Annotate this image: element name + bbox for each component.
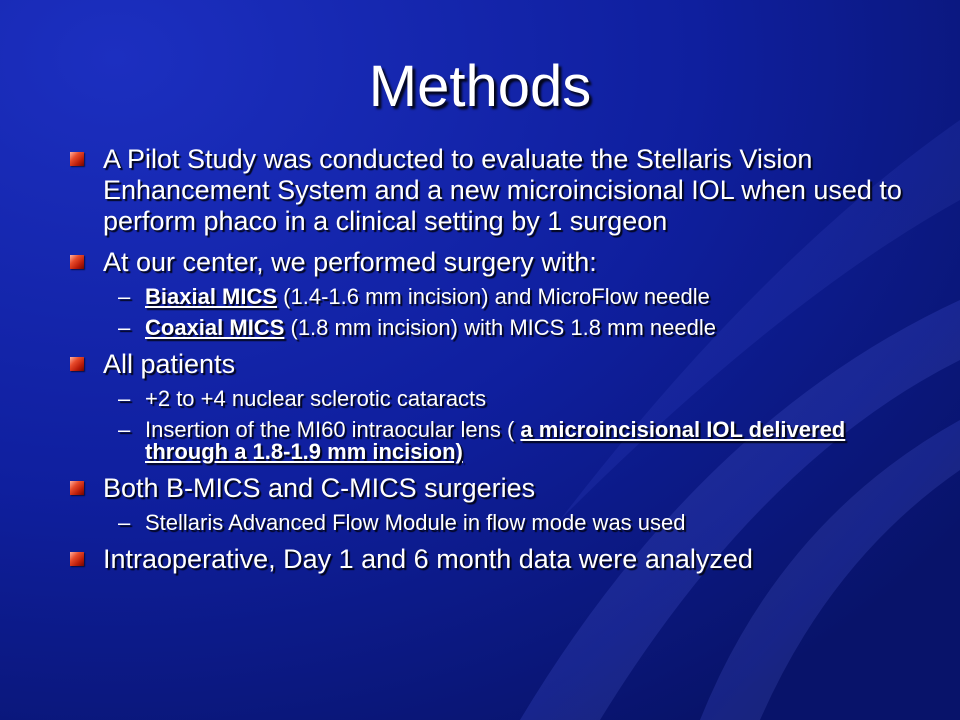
bullet-text: Both B-MICS and C-MICS surgeries bbox=[103, 473, 536, 503]
bullet-both-surgeries bbox=[70, 473, 920, 504]
red-square-bullet-icon bbox=[70, 255, 84, 269]
sub-bullet-coaxial bbox=[70, 317, 920, 339]
dash-marker: – bbox=[118, 284, 131, 309]
bullet-pilot-study bbox=[70, 144, 920, 237]
bullet-data-analyzed bbox=[70, 544, 920, 575]
red-square-bullet-icon bbox=[70, 481, 84, 495]
slide-content bbox=[70, 144, 920, 585]
red-square-bullet-icon bbox=[70, 552, 84, 566]
sub-bullet-flow-module bbox=[70, 512, 920, 534]
biaxial-mics-term: Biaxial MICS bbox=[145, 284, 278, 309]
sub-bullet-text: (1.8 mm incision) with MICS 1.8 mm needle bbox=[284, 315, 716, 340]
bullet-text: Intraoperative, Day 1 and 6 month data were analyzed bbox=[103, 544, 753, 574]
sub-bullet-text: (1.4-1.6 mm incision) and MicroFlow needle bbox=[277, 284, 710, 309]
sub-bullet-text: Stellaris Advanced Flow Module in flow mode was used bbox=[145, 510, 686, 535]
coaxial-mics-term: Coaxial MICS bbox=[145, 315, 285, 340]
bullet-surgery-methods bbox=[70, 247, 920, 278]
sub-list bbox=[70, 388, 920, 463]
sub-bullet-text: +2 to +4 nuclear sclerotic cataracts bbox=[145, 386, 487, 411]
microincisional-iol-term: a microincisional IOL delivered through a 1.8-1.9 mm incision) bbox=[145, 417, 846, 464]
sub-bullet-mi60-lens bbox=[70, 419, 920, 463]
sub-bullet-biaxial bbox=[70, 286, 920, 308]
sub-bullet-cataracts bbox=[70, 388, 920, 410]
red-square-bullet-icon bbox=[70, 152, 84, 166]
dash-marker: – bbox=[118, 510, 131, 535]
slide-title: Methods bbox=[368, 54, 592, 119]
bullet-text: A Pilot Study was conducted to evaluate the Stellaris Vision Enhancement System and a new microincisional IOL when used to perform phaco in a clinical setting by 1 surgeon bbox=[103, 144, 902, 236]
dash-marker: – bbox=[118, 417, 131, 442]
sub-list bbox=[70, 286, 920, 339]
sub-bullet-text: Insertion of the MI60 intraocular lens ( bbox=[145, 417, 521, 442]
bullet-all-patients bbox=[70, 349, 920, 380]
bullet-text: All patients bbox=[103, 349, 236, 379]
red-square-bullet-icon bbox=[70, 357, 84, 371]
sub-list bbox=[70, 512, 920, 534]
dash-marker: – bbox=[118, 315, 131, 340]
dash-marker: – bbox=[118, 386, 131, 411]
bullet-text: At our center, we performed surgery with: bbox=[103, 247, 597, 277]
